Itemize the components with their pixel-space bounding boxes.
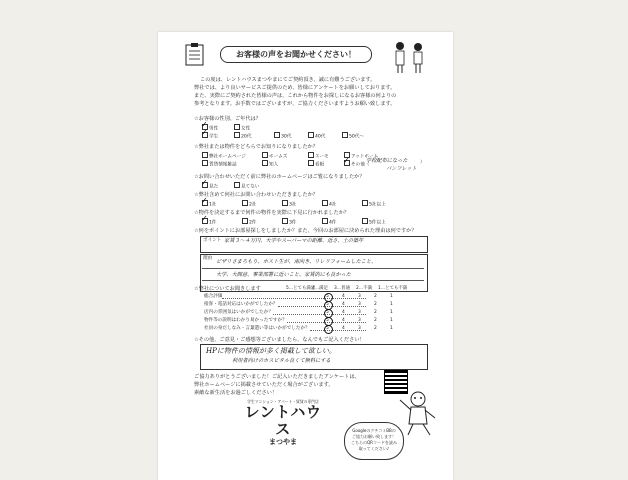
rating-value[interactable]: 5 [326, 302, 329, 307]
rating-value[interactable]: 5 [326, 318, 329, 323]
rating-value[interactable]: 2 [374, 326, 377, 331]
intro-line: この度は、レントハウスまつやまにてご契約頂き、誠に有難うございます。 [200, 77, 376, 83]
q4-option[interactable]: 3社 [282, 200, 297, 209]
clipboard-icon [184, 42, 206, 66]
q2-label: ☆弊社または物件をどちらでお知りになりましたか？ [194, 144, 318, 150]
q2-handwritten: パンフレット [386, 166, 417, 172]
rating-value[interactable]: 3 [358, 310, 361, 315]
rating-item-label: 社員の身だしなみ・言葉遣い等はいかがでしたか？ [204, 326, 310, 331]
logo-city: まつやま [269, 438, 297, 446]
rating-value[interactable]: 2 [374, 294, 377, 299]
rating-value[interactable]: 5 [326, 310, 329, 315]
check-mark: ✓ [201, 128, 208, 137]
q1-option[interactable]: 40代 [308, 132, 325, 141]
check-mark: ✓ [343, 156, 350, 165]
bubble-line: 取ってください♪ [358, 446, 390, 451]
q8-label: ☆その他、ご意見・ご感想等ございましたら、なんでもご記入ください！ [194, 337, 365, 343]
scale-legend: 4…満足 [312, 286, 328, 291]
google-review-bubble [344, 422, 404, 460]
point-label: ポイント [203, 238, 222, 243]
q3-option[interactable]: 見た [202, 182, 218, 191]
q1-option[interactable]: 20代 [234, 132, 251, 141]
q4-option[interactable]: 4社 [322, 200, 337, 209]
comment-handwritten: 利用者向けのホスピタル良くて無料にする [232, 358, 331, 364]
rating-value[interactable]: 1 [390, 302, 393, 307]
leader-dots [278, 306, 366, 307]
reason-label: 理由 [203, 256, 213, 261]
reason-handwritten: 大学、大間意、事業部署に近いこと、家賃的にも良かった [216, 272, 351, 278]
q1-option[interactable]: 50代～ [342, 132, 364, 141]
logo-tagline: 学生マンション・アパート・賃貸の専門店 [247, 399, 319, 404]
rating-value[interactable]: 1 [390, 318, 393, 323]
q2-option[interactable]: 看板 [308, 160, 324, 169]
rating-value[interactable]: 3 [358, 326, 361, 331]
q1-option[interactable]: 男性 [202, 124, 218, 133]
q2-option[interactable]: 知人 [262, 160, 278, 169]
rating-value[interactable]: 3 [358, 318, 361, 323]
closing-line: 弊社ホームページに掲載させていただく場合がございます。 [194, 382, 334, 388]
rating-value[interactable]: 4 [342, 294, 345, 299]
rating-value[interactable]: 2 [374, 302, 377, 307]
rating-item-label: 店内の雰囲気はいかがでしたか？ [204, 310, 273, 315]
q5-option[interactable]: 3件 [282, 218, 297, 227]
q4-option[interactable]: 1社 [202, 200, 217, 209]
q2-other-close: ） [420, 160, 425, 165]
q1-option[interactable]: 女性 [234, 124, 250, 133]
intro-line: また、実際にご契約された皆様の声は、これから物件をお探しになるお客様の何よりの [194, 93, 397, 99]
bubble-line: ご協力お願い致します！ [352, 434, 396, 439]
scale-legend: 1…とても不満 [378, 286, 408, 291]
rating-value[interactable]: 1 [390, 326, 393, 331]
intro-line: 参考となります。お手数ではございますが、ご協力くださいますようお願い致します。 [194, 101, 396, 107]
comment-handwritten: HPに物件の情報が多く掲載して欲しい。 [206, 347, 336, 355]
rating-value[interactable]: 3 [358, 302, 361, 307]
q3-label: ☆お問い合わせいただく前に弊社のホームページはご覧になりましたか？ [194, 174, 365, 180]
q1-option[interactable]: 学生 [202, 132, 218, 141]
q2-option[interactable]: アットホーム [344, 152, 378, 161]
rating-value[interactable]: 5 [326, 294, 329, 299]
reason-rule [202, 280, 424, 281]
rating-value[interactable]: 4 [342, 302, 345, 307]
reason-handwritten: ピザリさまろもり、ホスト生が、南向き、リレリフォームしたこと、 [216, 259, 377, 265]
scale-legend: 3…普通 [334, 286, 350, 291]
logo-name: レントハウス [244, 403, 322, 438]
check-mark: ✓ [201, 120, 208, 129]
q5-label: ☆物件を決定するまで何件の物件を実際に下見に行かれましたか？ [194, 210, 350, 216]
rating-circle-mark [324, 325, 333, 334]
intro-line: 弊社では、より良いサービスご提供のため、皆様にアンケートをお願いしております。 [194, 85, 396, 91]
rating-value[interactable]: 4 [342, 326, 345, 331]
q4-option[interactable]: 5社以上 [362, 200, 386, 209]
scale-legend: 2…不満 [356, 286, 372, 291]
rating-value[interactable]: 4 [342, 318, 345, 323]
rating-value[interactable]: 2 [374, 318, 377, 323]
reason-rule [202, 268, 424, 269]
q2-option[interactable]: その他（ [344, 160, 369, 169]
q2-option[interactable]: 弊社ホームページ [202, 152, 246, 161]
q5-option[interactable]: 2件 [242, 218, 257, 227]
bubble-line: GoogleのクチコミBBの [352, 428, 396, 433]
rating-item-label: 接客・電話対応はいかがでしたか？ [204, 302, 278, 307]
q3-option[interactable]: 見てない [234, 182, 259, 191]
q5-option[interactable]: 1件 [202, 218, 217, 227]
rating-value[interactable]: 2 [374, 310, 377, 315]
rating-value[interactable]: 5 [326, 326, 329, 331]
q4-option[interactable]: 2社 [242, 200, 257, 209]
staff-figures-icon [390, 40, 430, 74]
q1-option[interactable]: 30代 [274, 132, 291, 141]
q6-label: ☆何をポイントにお部屋探しをしましたか？また、今回のお部屋に決められた理由は何ですか？ [194, 228, 417, 234]
company-logo [238, 399, 328, 447]
q5-option[interactable]: 4件 [322, 218, 337, 227]
closing-line: ご協力ありがとうございました！ご記入いただきましたアンケートは、 [194, 374, 360, 380]
rating-value[interactable]: 1 [390, 294, 393, 299]
q2-option[interactable]: 賃貸情報雑誌 [202, 160, 237, 169]
rating-item-label: 物件等の説明はわかり易かったですか？ [204, 318, 287, 323]
q4-label: ☆弊社含めて何社にお問い合わせいただきましたか？ [194, 192, 318, 198]
rating-value[interactable]: 4 [342, 310, 345, 315]
banner-title: お客様の声をお聞かせください！ [220, 46, 372, 63]
q2-option[interactable]: スーモ [308, 152, 329, 161]
rating-value[interactable]: 3 [358, 294, 361, 299]
rating-item-label: 総合評価 [204, 294, 223, 299]
rating-value[interactable]: 1 [390, 310, 393, 315]
survey-sheet [158, 32, 453, 480]
leader-dots [273, 314, 366, 315]
check-mark: ✓ [201, 214, 208, 223]
q2-handwritten: 学校配布になった [366, 158, 408, 164]
check-mark: ✓ [201, 178, 208, 187]
mascot-icon [398, 390, 438, 436]
bubble-line: こちらのQRコードを読み [351, 440, 397, 445]
q5-option[interactable]: 5件以上 [362, 218, 386, 227]
check-mark: ✓ [201, 196, 208, 205]
closing-line: 素敵な新生活をお過ごしください！ [194, 390, 278, 396]
scale-legend: 5…とても満足 [286, 286, 316, 291]
q7-label: ☆弊社についてお聞きします [194, 286, 261, 292]
point-handwritten: 家賃３～４万円、大学やスーパーマの距離、近さ、土の築年 [224, 238, 364, 244]
q2-option[interactable]: ホームズ [262, 152, 287, 161]
q1-label: ☆お客様の性別、ご年代は？ [194, 116, 261, 122]
